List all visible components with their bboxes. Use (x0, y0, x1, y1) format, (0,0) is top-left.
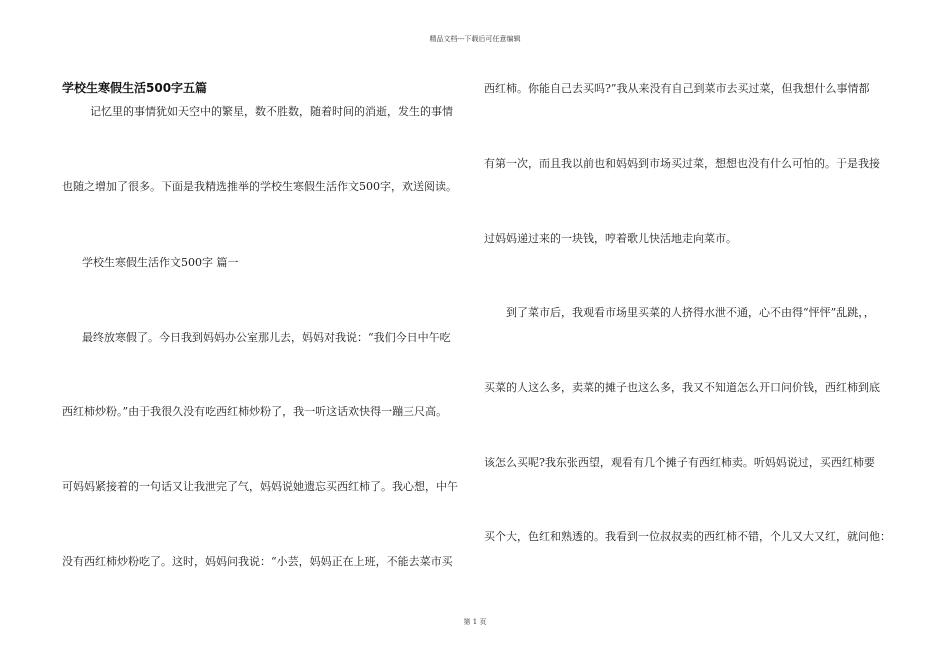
paragraph-line: 到了菜市后，我观看市场里买菜的人挤得水泄不通，心不由得“怦怦”乱跳，， (506, 306, 875, 319)
page-footer: 第 1 页 (463, 618, 487, 626)
paragraph-line: 可妈妈紧接着的一句话又让我泄完了气，妈妈说她遗忘买西红柿了。我心想，中午 (62, 480, 458, 493)
page-header: 精品文档---下载后可任意编辑 (429, 35, 521, 43)
paragraph-line: 买个大，色红和熟透的。我看到一位叔叔卖的西红柿不错，个儿又大又红，就问他： (484, 530, 891, 543)
article-title: 学校生寒假生活500字五篇 (62, 81, 208, 95)
paragraph-line: 该怎么买呢?我东张西望，观看有几个摊子有西红柿卖。听妈妈说过，买西红柿要 (484, 456, 875, 469)
paragraph-line: 没有西红柿炒粉吃了。这时，妈妈问我说：“小芸，妈妈正在上班，不能去菜市买 (62, 555, 453, 568)
paragraph-line: 西红柿炒粉。”由于我很久没有吃西红柿炒粉了，我一听这话欢快得一蹦三尺高。 (62, 405, 448, 418)
paragraph-line: 也随之增加了很多。下面是我精选推举的学校生寒假生活作文500字，欢送阅读。 (62, 180, 457, 193)
paragraph-line: 有第一次，而且我以前也和妈妈到市场买过菜，想想也没有什么可怕的。于是我接 (484, 157, 880, 170)
paragraph-line: 过妈妈递过来的一块钱，哼着歌儿快活地走向菜市。 (484, 232, 737, 245)
section-heading: 学校生寒假生活作文500字 篇一 (82, 256, 239, 269)
paragraph-line: 西红柿。你能自己去买吗?”我从来没有自己到菜市去买过菜，但我想什么事情都 (484, 82, 870, 95)
paragraph-line: 最终放寒假了。今日我到妈妈办公室那儿去，妈妈对我说：“我们今日中午吃 (82, 331, 451, 344)
paragraph-line: 买菜的人这么多，卖菜的摊子也这么多，我又不知道怎么开口问价钱，西红柿到底 (484, 381, 880, 394)
paragraph-line: 记忆里的事情犹如天空中的繁星，数不胜数，随着时间的消逝，发生的事情 (90, 105, 453, 118)
